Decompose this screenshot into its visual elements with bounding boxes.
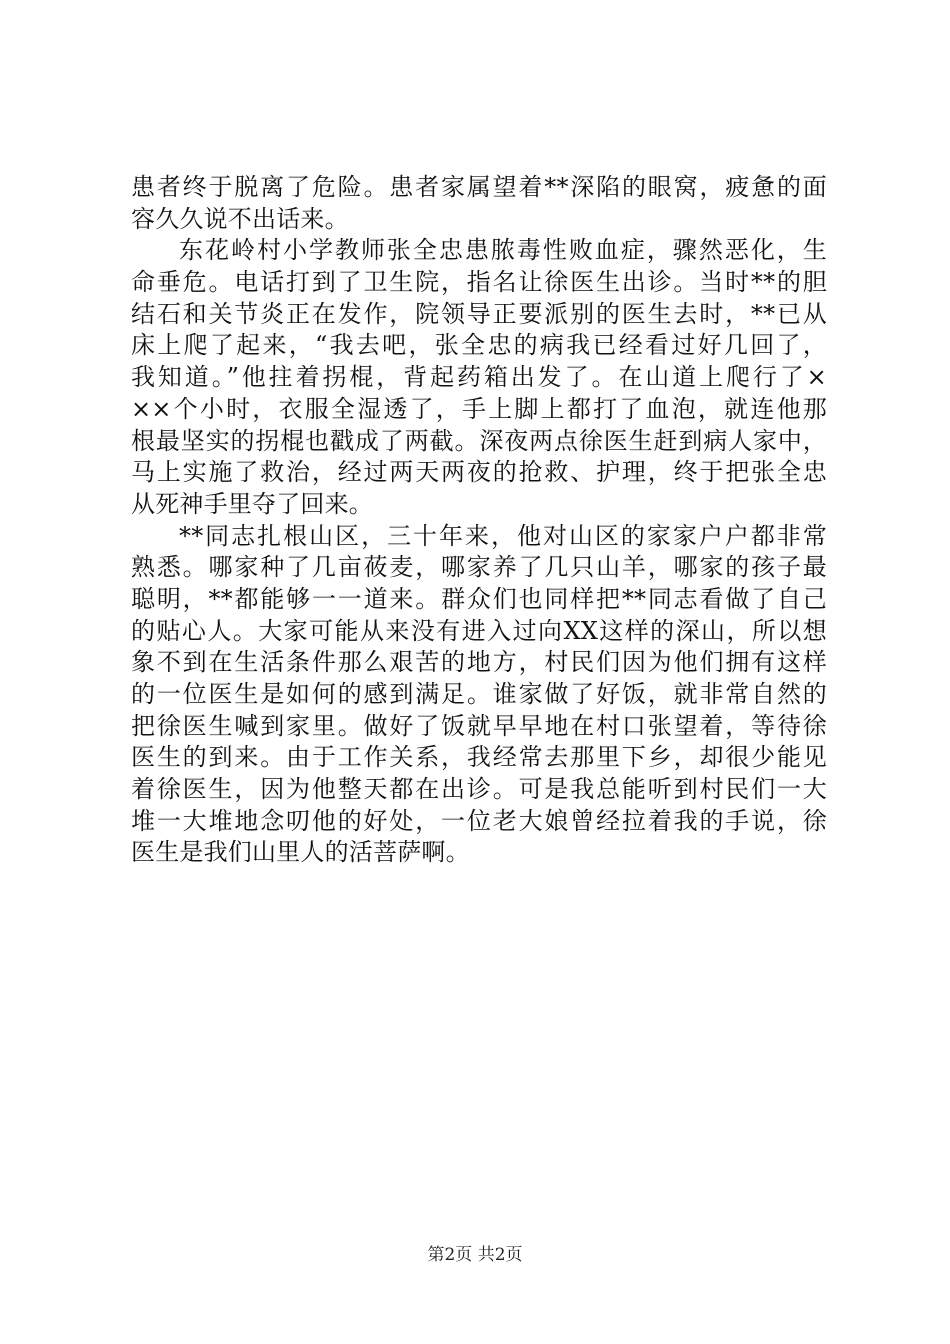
paragraph-line: 把徐医生喊到家里。做好了饭就早早地在村口张望着，等待徐 [131,711,827,740]
paragraph-line: 着徐医生，因为他整天都在出诊。可是我总能听到村民们一大 [131,775,827,804]
paragraph [131,521,827,870]
paragraph-line: 命垂危。电话打到了卫生院，指名让徐医生出诊。当时**的胆 [131,268,827,297]
paragraph-line: 聪明，**都能够一一道来。群众们也同样把**同志看做了自己 [131,584,827,613]
paragraph-line: 从死神手里夺了回来。 [131,489,373,518]
paragraph-line: 马上实施了救治，经过两天两夜的抢救、护理，终于把张全忠 [131,458,827,487]
paragraph-line: 根最坚实的拐棍也戳成了两截。深夜两点徐医生赶到病人家中， [131,426,827,455]
paragraph-line: 的贴心人。大家可能从来没有进入过向XX这样的深山，所以想 [131,616,827,645]
paragraph-line: 熟悉。哪家种了几亩莜麦，哪家养了几只山羊，哪家的孩子最 [131,553,827,582]
paragraph-line: 患者终于脱离了危险。患者家属望着**深陷的眼窝，疲惫的面 [131,173,827,201]
paragraph-line: 的一位医生是如何的感到满足。谁家做了好饭，就非常自然的 [131,680,827,708]
paragraph [131,235,827,520]
paragraph [131,172,827,235]
paragraph-line: 医生是我们山里人的活菩萨啊。 [131,838,470,867]
paragraph-line: 结石和关节炎正在发作，院领导正要派别的医生去时，**已从 [131,299,827,328]
paragraph-line: 我知道。”他拄着拐棍，背起药箱出发了。在山道上爬行了× [131,363,827,392]
page-footer: 第2页 共2页 [427,1245,523,1265]
document-body [131,172,827,869]
paragraph-line: 医生的到来。由于工作关系，我经常去那里下乡，却很少能见 [131,743,827,772]
paragraph-line: **同志扎根山区，三十年来，他对山区的家家户户都非常 [179,521,827,550]
paragraph-line: 容久久说不出话来。 [131,204,349,233]
paragraph-line: 堆一大堆地念叨他的好处，一位老大娘曾经拉着我的手说，徐 [131,806,827,835]
paragraph-line: 床上爬了起来，“我去吧，张全忠的病我已经看过好几回了， [131,331,827,360]
paragraph-line: ××个小时，衣服全湿透了，手上脚上都打了血泡，就连他那 [131,394,827,423]
paragraph-line: 象不到在生活条件那么艰苦的地方，村民们因为他们拥有这样 [131,648,827,677]
paragraph-line: 东花岭村小学教师张全忠患脓毒性败血症，骤然恶化，生 [179,236,827,265]
